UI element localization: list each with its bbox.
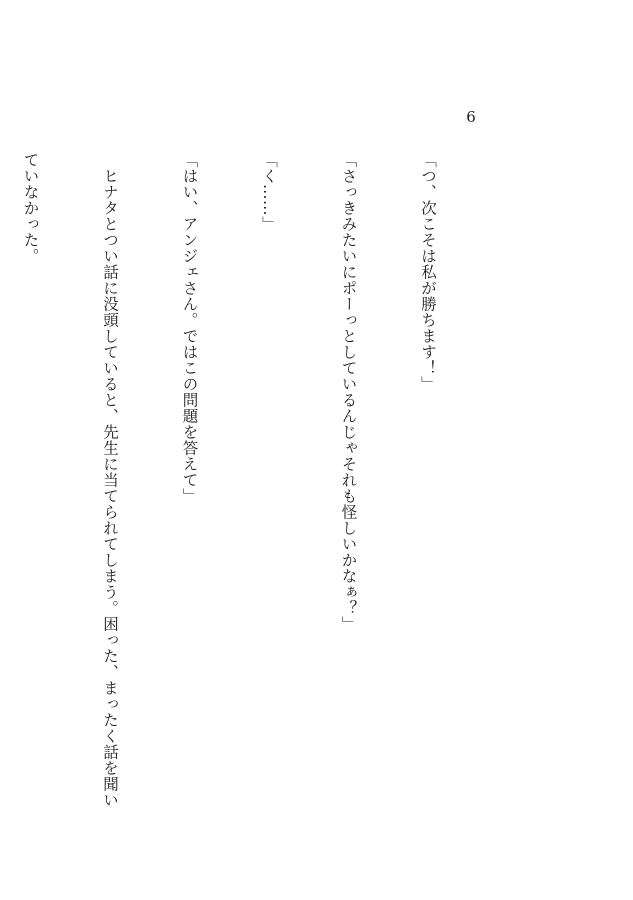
text-line: ヒナタとつい話に没頭していると、先生に当てられてしまう。困った、まったく話を聞い: [101, 152, 119, 808]
page-number: 6: [466, 108, 476, 126]
text-line: 「つ、次こそは私が勝ちます！」: [419, 152, 437, 392]
text-line: 「く……」: [260, 152, 278, 232]
text-line: 「はい、アンジェさん。ではこの問題を答えて」: [180, 152, 199, 504]
text-line: ていなかった。: [21, 152, 40, 264]
text-line: 「さっきみたいにポーっとしているんじゃそれも怪しいかなぁ？」: [339, 152, 358, 632]
vertical-text-block: [21, 152, 494, 852]
